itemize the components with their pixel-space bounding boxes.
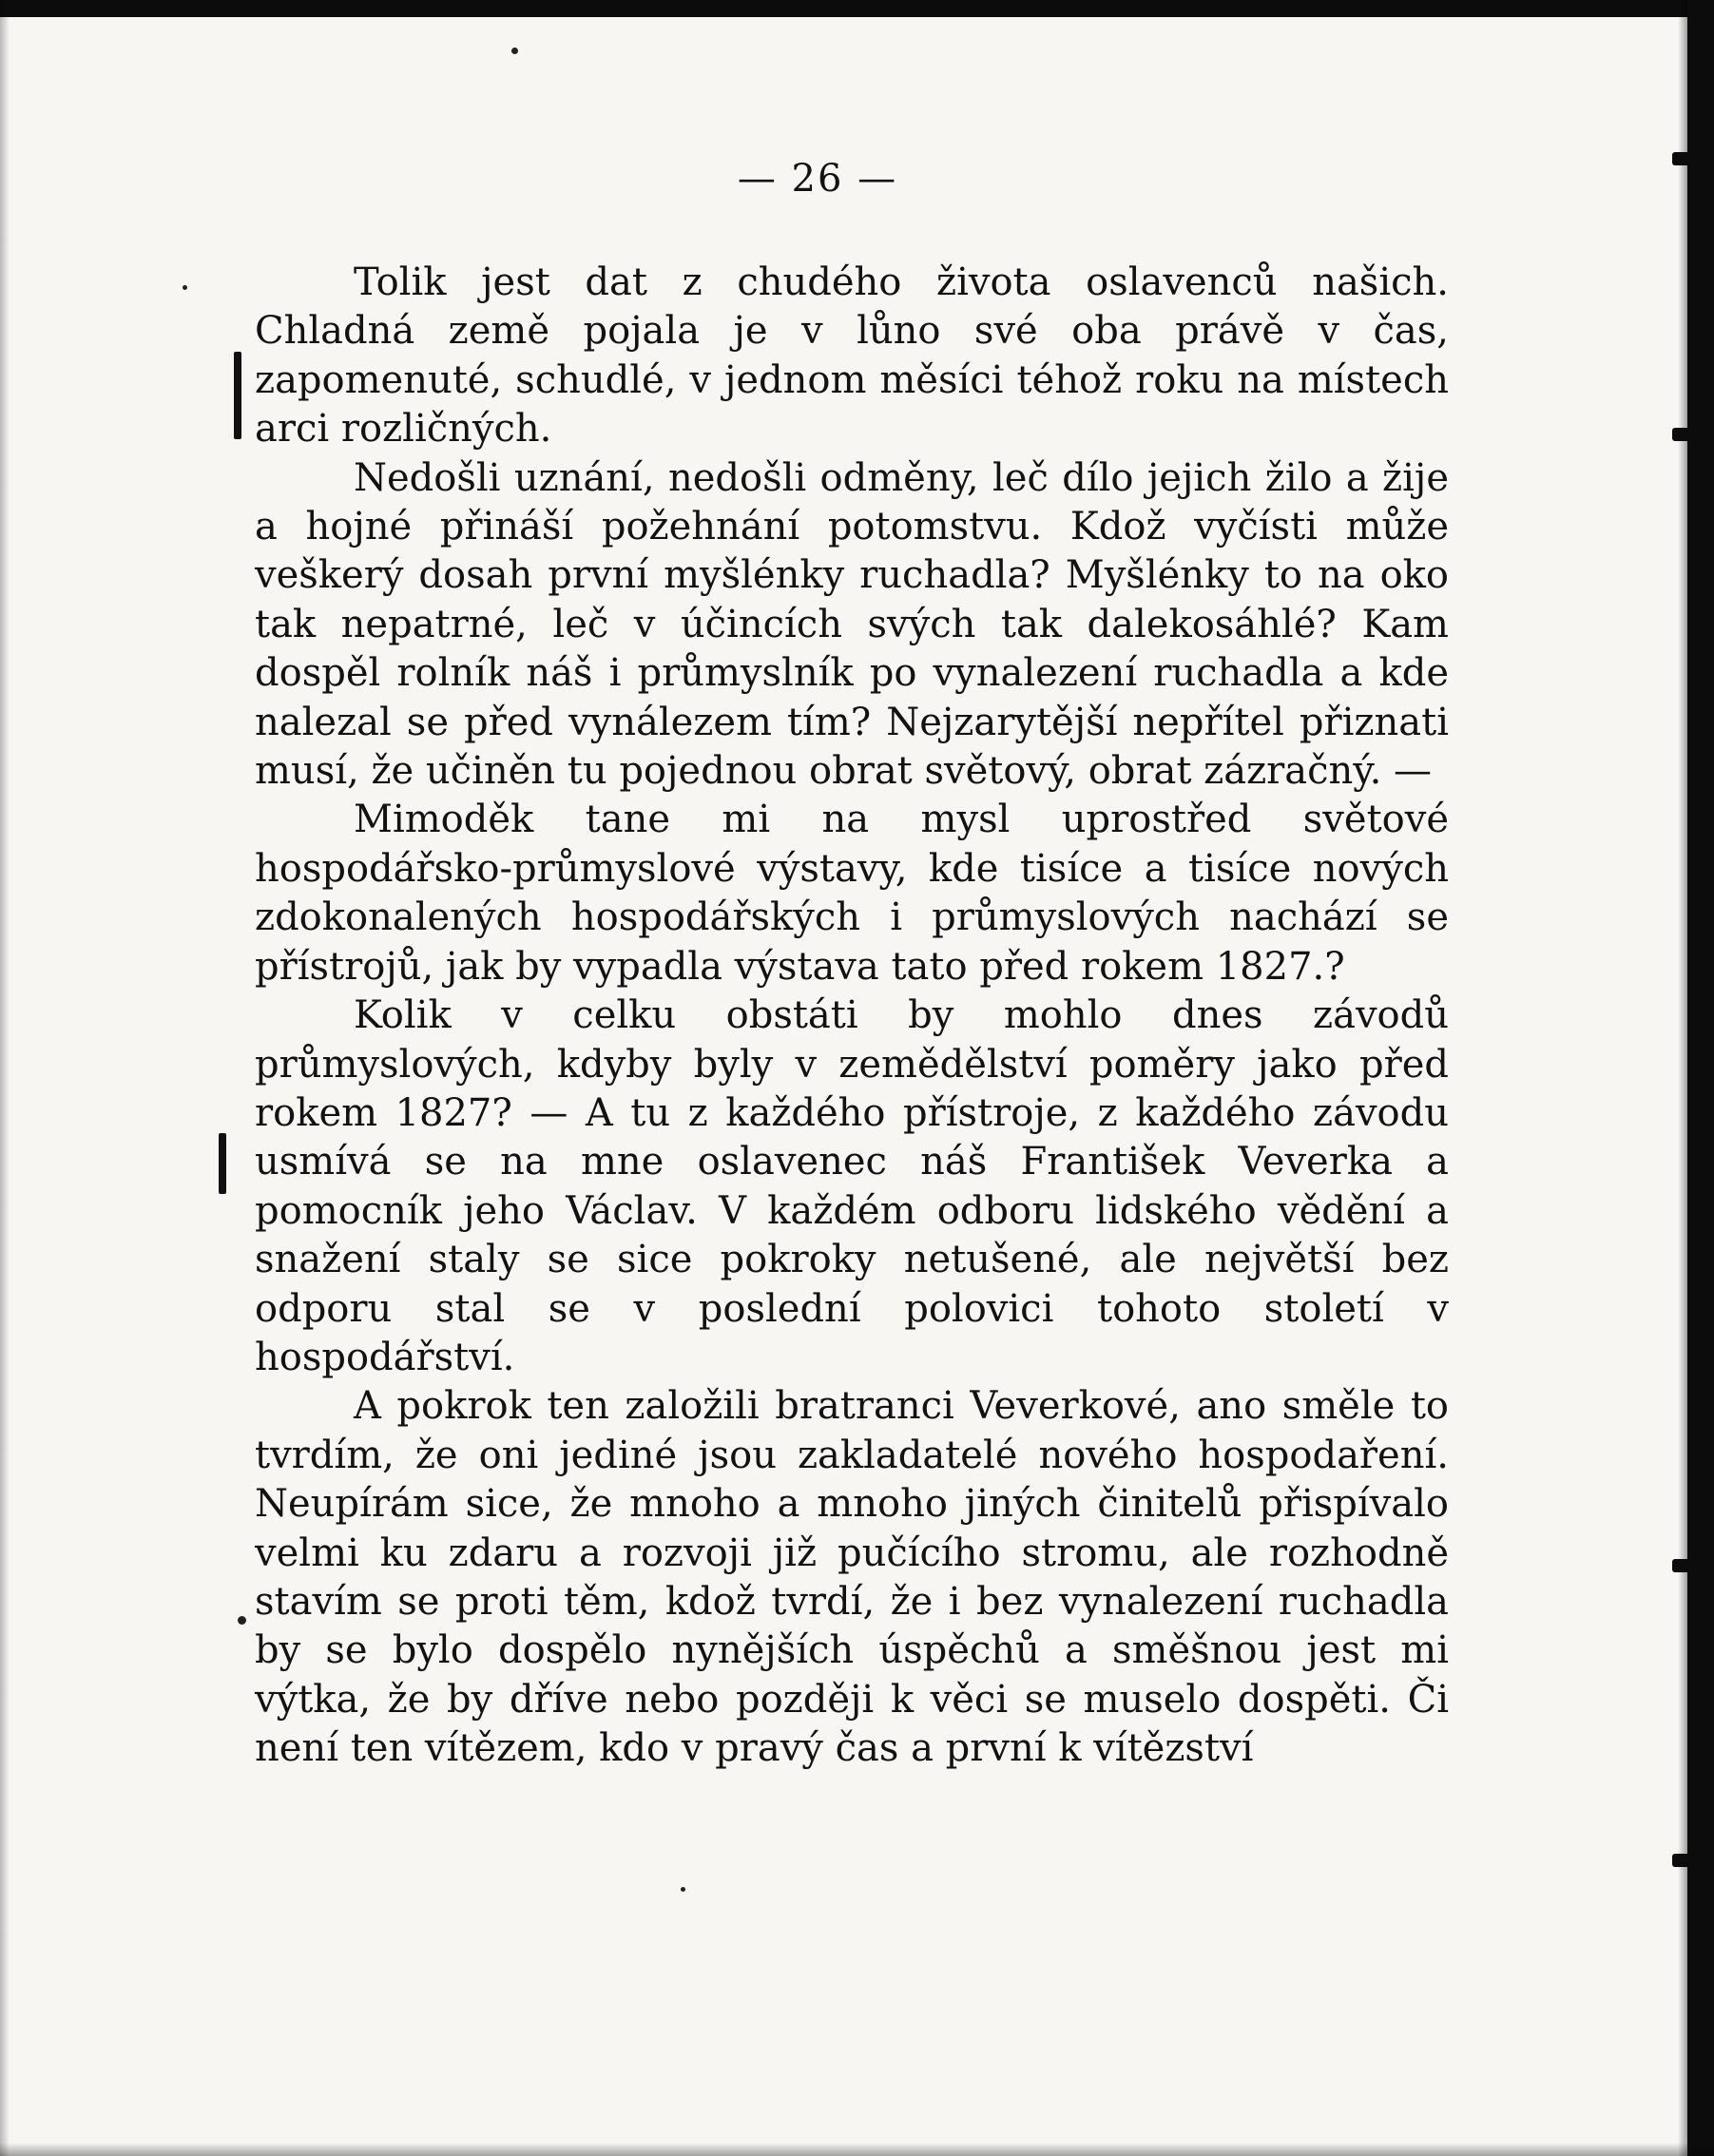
speck xyxy=(238,1616,246,1625)
scan-shadow-left xyxy=(0,0,10,2156)
scan-mark xyxy=(1672,1854,1693,1867)
paragraph: Tolik jest dat z chudého života oslavenců našich. Chladná země pojala je v lůno své oba právě v čas, zapomenuté, schudlé, v jednom měsíci téhož roku na místech arci rozličných. xyxy=(255,260,1449,452)
margin-mark xyxy=(219,1133,226,1194)
margin-mark xyxy=(234,352,241,439)
paragraph: Kolik v celku obstáti by mohlo dnes závodů průmyslových, kdyby byly v zemědělství poměry jako před rokem 1827? — A tu z každého přístroje, z každého závodu usmívá se na mne oslavenec náš František Veverka a pomocník jeho Václav. V každém odboru lidského vědění a snažení staly se sice pokroky netušené, ale největší bez odporu stal se v poslední polovici tohoto století v hospodářství. xyxy=(255,993,1449,1379)
body-text xyxy=(255,259,1449,1774)
paragraph: A pokrok ten založili bratranci Veverkové, ano směle to tvrdím, že oni jediné jsou zakladatelé nového hospodaření. Neupírám sice, že mnoho a mnoho jiných činitelů přispívalo velmi ku zdaru a rozvoji již pučícího stromu, ale rozhodně stavím se proti těm, kdož tvrdí, že i bez vynalezení ruchadla by se bylo dospělo nynějších úspěchů a směšnou jest mi výtka, že by dříve nebo později k věci se muselo dospěti. Či není ten vítězem, kdo v pravý čas a první k vítězství xyxy=(255,1384,1449,1771)
scan-mark xyxy=(1672,428,1693,441)
page-number: — 26 — xyxy=(737,157,898,201)
paragraph: Nedošli uznání, nedošli odměny, leč dílo jejich žilo a žije a hojné přináší požehnání potomstvu. Kdož vyčísti může veškerý dosah první myšlénky ruchadla? Myšlénky to na oko tak nepatrné, leč v účincích svých tak dalekosáhlé? Kam dospěl rolník náš i průmyslník po vynalezení ruchadla a kde nalezal se před vynálezem tím? Nejzarytější nepřítel přiznati musí, že učiněn tu pojednou obrat světový, obrat zázračný. — xyxy=(255,455,1449,794)
scan-mark xyxy=(1672,152,1693,165)
scan-border-top xyxy=(0,0,1714,17)
scan-border-right xyxy=(1687,0,1714,2156)
speck xyxy=(681,1887,685,1892)
paragraph: Mimoděk tane mi na mysl uprostřed světové hospodářsko-průmyslové výstavy, kde tisíce a tisíce nových zdokonalených hospodářských i průmyslových nachází se přístrojů, jak by vypadla výstava tato před rokem 1827.? xyxy=(255,798,1449,989)
speck xyxy=(183,285,187,290)
scan-shadow-bottom xyxy=(0,2143,1714,2156)
speck xyxy=(511,48,518,54)
scan-mark xyxy=(1672,1559,1693,1572)
scan-shadow-right xyxy=(1678,0,1687,2156)
